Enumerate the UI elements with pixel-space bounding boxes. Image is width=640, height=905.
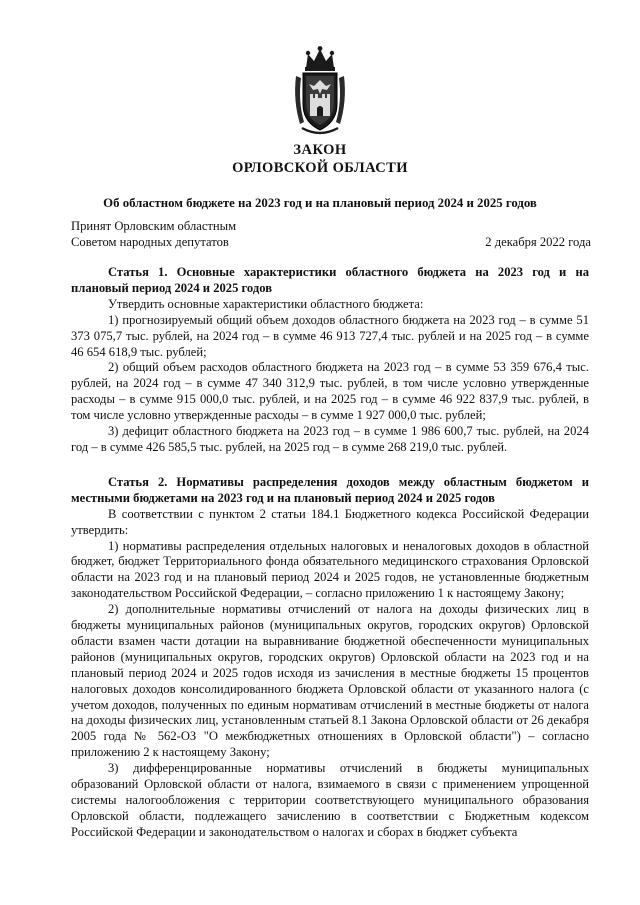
adoption-block <box>71 219 591 251</box>
adopted-by-line2: Советом народных депутатов <box>71 234 229 249</box>
law-subtitle: Об областном бюджете на 2023 год и на плановый период 2024 и 2025 годов <box>103 196 537 210</box>
article-1-heading: Статья 1. Основные характеристики областного бюджета на 2023 год и на плановый период 2024 и 2025 годов <box>71 265 589 295</box>
article-2-intro: В соответствии с пунктом 2 статьи 184.1 Бюджетного кодекса Российской Федерации утвердить: <box>71 506 589 537</box>
article-1-item: 3) дефицит областного бюджета на 2023 год – в сумме 1 986 600,7 тыс. рублей, на 2024 год – в сумме 426 585,5 тыс. рублей, на 2025 год – в сумме 268 219,0 тыс. рублей. <box>71 424 589 454</box>
article-1-intro: Утвердить основные характеристики областного бюджета: <box>108 296 424 311</box>
adopted-by-line1: Принят Орловским областным <box>71 219 237 233</box>
article-2-heading: Статья 2. Нормативы распределения доходов между областным бюджетом и местными бюджетами на 2023 год и на плановый период 2024 и 2025 годов <box>71 474 589 505</box>
region-title: ОРЛОВСКОЙ ОБЛАСТИ <box>232 160 408 176</box>
article-2-item: 2) дополнительные нормативы отчислений от налога на доходы физических лиц в бюджеты муниципальных районов (муниципальных округов, городских округов) Орловской области взамен части дотации на выравнивание бюджетной обеспеченности муниципальных районов (муниципальных округов, городских округов) Орловской области на 2023 год и на плановый период 2024 и 2025 годов исходя из зачисления в местные бюджеты 15 процентов налоговых доходов консолидированного бюджета Орловской области от указанного налога (с учетом доходов, полученных по единым нормативам отчислений в местные бюджеты от налога на доходы физических лиц, установленным статьей 8.1 Закона Орловской области от 26 декабря 2005 года № 562-ОЗ "О межбюджетных отношениях в Орловской области") – согласно приложению 2 к настоящему Закону; <box>71 602 589 760</box>
law-body <box>71 265 589 841</box>
article-2-item: 3) дифференцированные нормативы отчислений в бюджеты муниципальных образований Орловской области от налога, взимаемого в связи с применением упрощенной системы налогообложения с территории соответствующего муниципального образования Орловской области, подлежащего зачислению в соответствии с Бюджетным кодексом Российской Федерации и законодательством о налогах и сборах в бюджет субъекта <box>71 761 589 839</box>
adoption-date: 2 декабря 2022 года <box>485 234 591 249</box>
article-1-item: 2) общий объем расходов областного бюджета на 2023 год – в сумме 53 359 676,4 тыс. рублей, на 2024 год – в сумме 47 340 312,9 тыс. рублей, в том числе условно утвержденные расходы – в сумме 915 000,0 тыс. рублей, и на 2025 год – в сумме 46 922 837,9 тыс. рублей, в том числе условно утвержденные расходы – в сумме 1 927 000,0 тыс. рублей; <box>71 360 589 423</box>
article-1-item: 1) прогнозируемый общий объем доходов областного бюджета на 2023 год – в сумме 51 373 075,7 тыс. рублей, на 2024 год – в сумме 46 913 727,4 тыс. рублей и на 2025 год – в сумме 46 654 618,9 тыс. рублей; <box>71 312 589 359</box>
coat-of-arms-icon <box>292 46 348 136</box>
article-2-item: 1) нормативы распределения отдельных налоговых и неналоговых доходов в областной бюджет, бюджет Территориального фонда обязательного медицинского страхования Орловской области на 2023 год и на плановый период 2024 и 2025 годов, не установленные бюджетным законодательством Российской Федерации, – согласно приложению 1 к настоящему Закону; <box>71 538 589 601</box>
law-title: ЗАКОН <box>293 142 347 158</box>
